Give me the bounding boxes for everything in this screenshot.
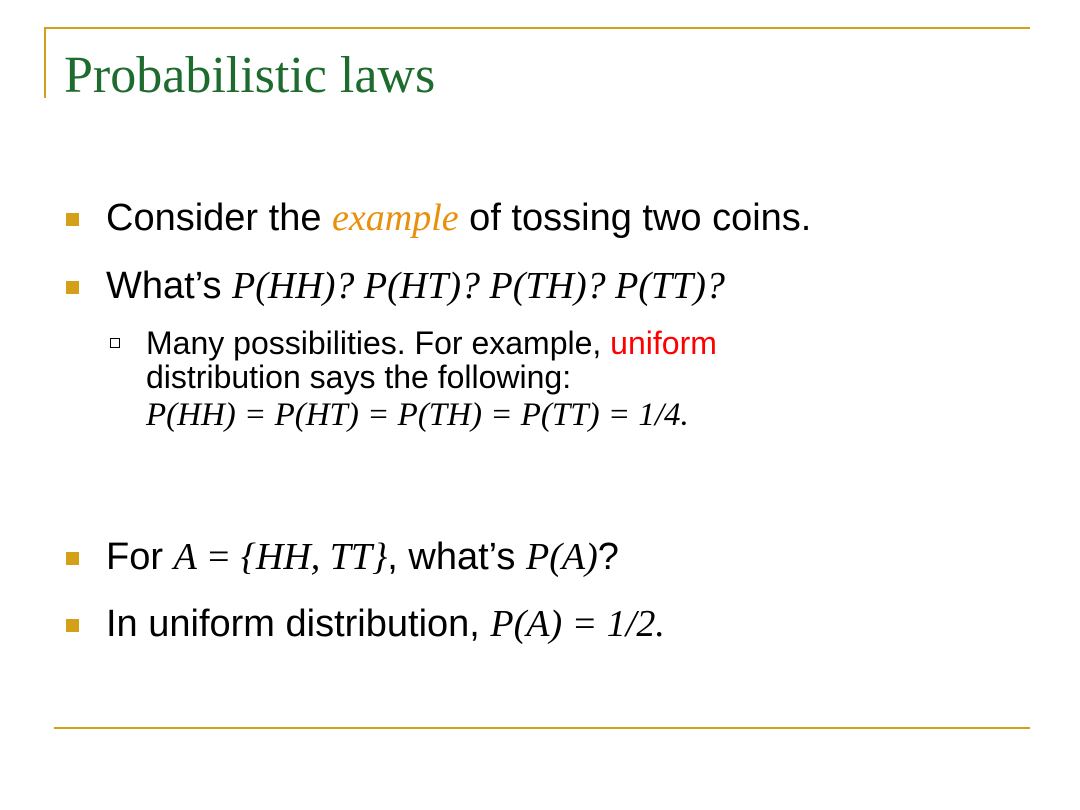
top-rule (44, 27, 1030, 29)
bullet-2-text (106, 264, 725, 308)
bullet-4-pre: In uniform distribution, (106, 603, 491, 645)
bullet-square-icon (66, 281, 79, 294)
bottom-rule (54, 727, 1030, 729)
bullet-3-text (106, 535, 619, 579)
bullet-1-text (106, 196, 811, 240)
bullet-2-math: P(HH)? P(HT)? P(TH)? P(TT)? (232, 265, 725, 307)
bullet-square-icon (66, 619, 79, 632)
sub-bullet-square-icon (110, 338, 120, 348)
bullet-3-mid: , what’s (387, 536, 526, 578)
slide-title: Probabilistic laws (64, 47, 436, 104)
bullet-1-post: of tossing two coins. (458, 197, 812, 239)
sub-bullet-line-1 (146, 326, 717, 360)
bullet-3-pre: For (106, 536, 174, 578)
bullet-square-icon (66, 552, 79, 565)
sub-bullet-line-3-math: P(HH) = P(HT) = P(TH) = P(TT) = 1/4. (146, 397, 689, 433)
bullet-3-math-2: P(A) (525, 536, 598, 578)
left-rule (44, 27, 46, 98)
bullet-1-emphasis: example (332, 197, 459, 239)
bullet-3-math: A = {HH, TT} (173, 536, 388, 578)
bullet-4-text (106, 602, 665, 646)
bullet-1-pre: Consider the (106, 197, 333, 239)
sub-bullet-line-2: distribution says the following: (146, 359, 572, 395)
bullet-3-post: ? (597, 536, 619, 578)
sub-bullet-line-1-pre: Many possibilities. For example, (146, 325, 611, 361)
bullet-square-icon (66, 213, 79, 226)
bullet-4-math: P(A) = 1/2. (490, 603, 665, 645)
sub-bullet-highlight: uniform (610, 325, 717, 361)
bullet-2-pre: What’s (106, 265, 233, 307)
